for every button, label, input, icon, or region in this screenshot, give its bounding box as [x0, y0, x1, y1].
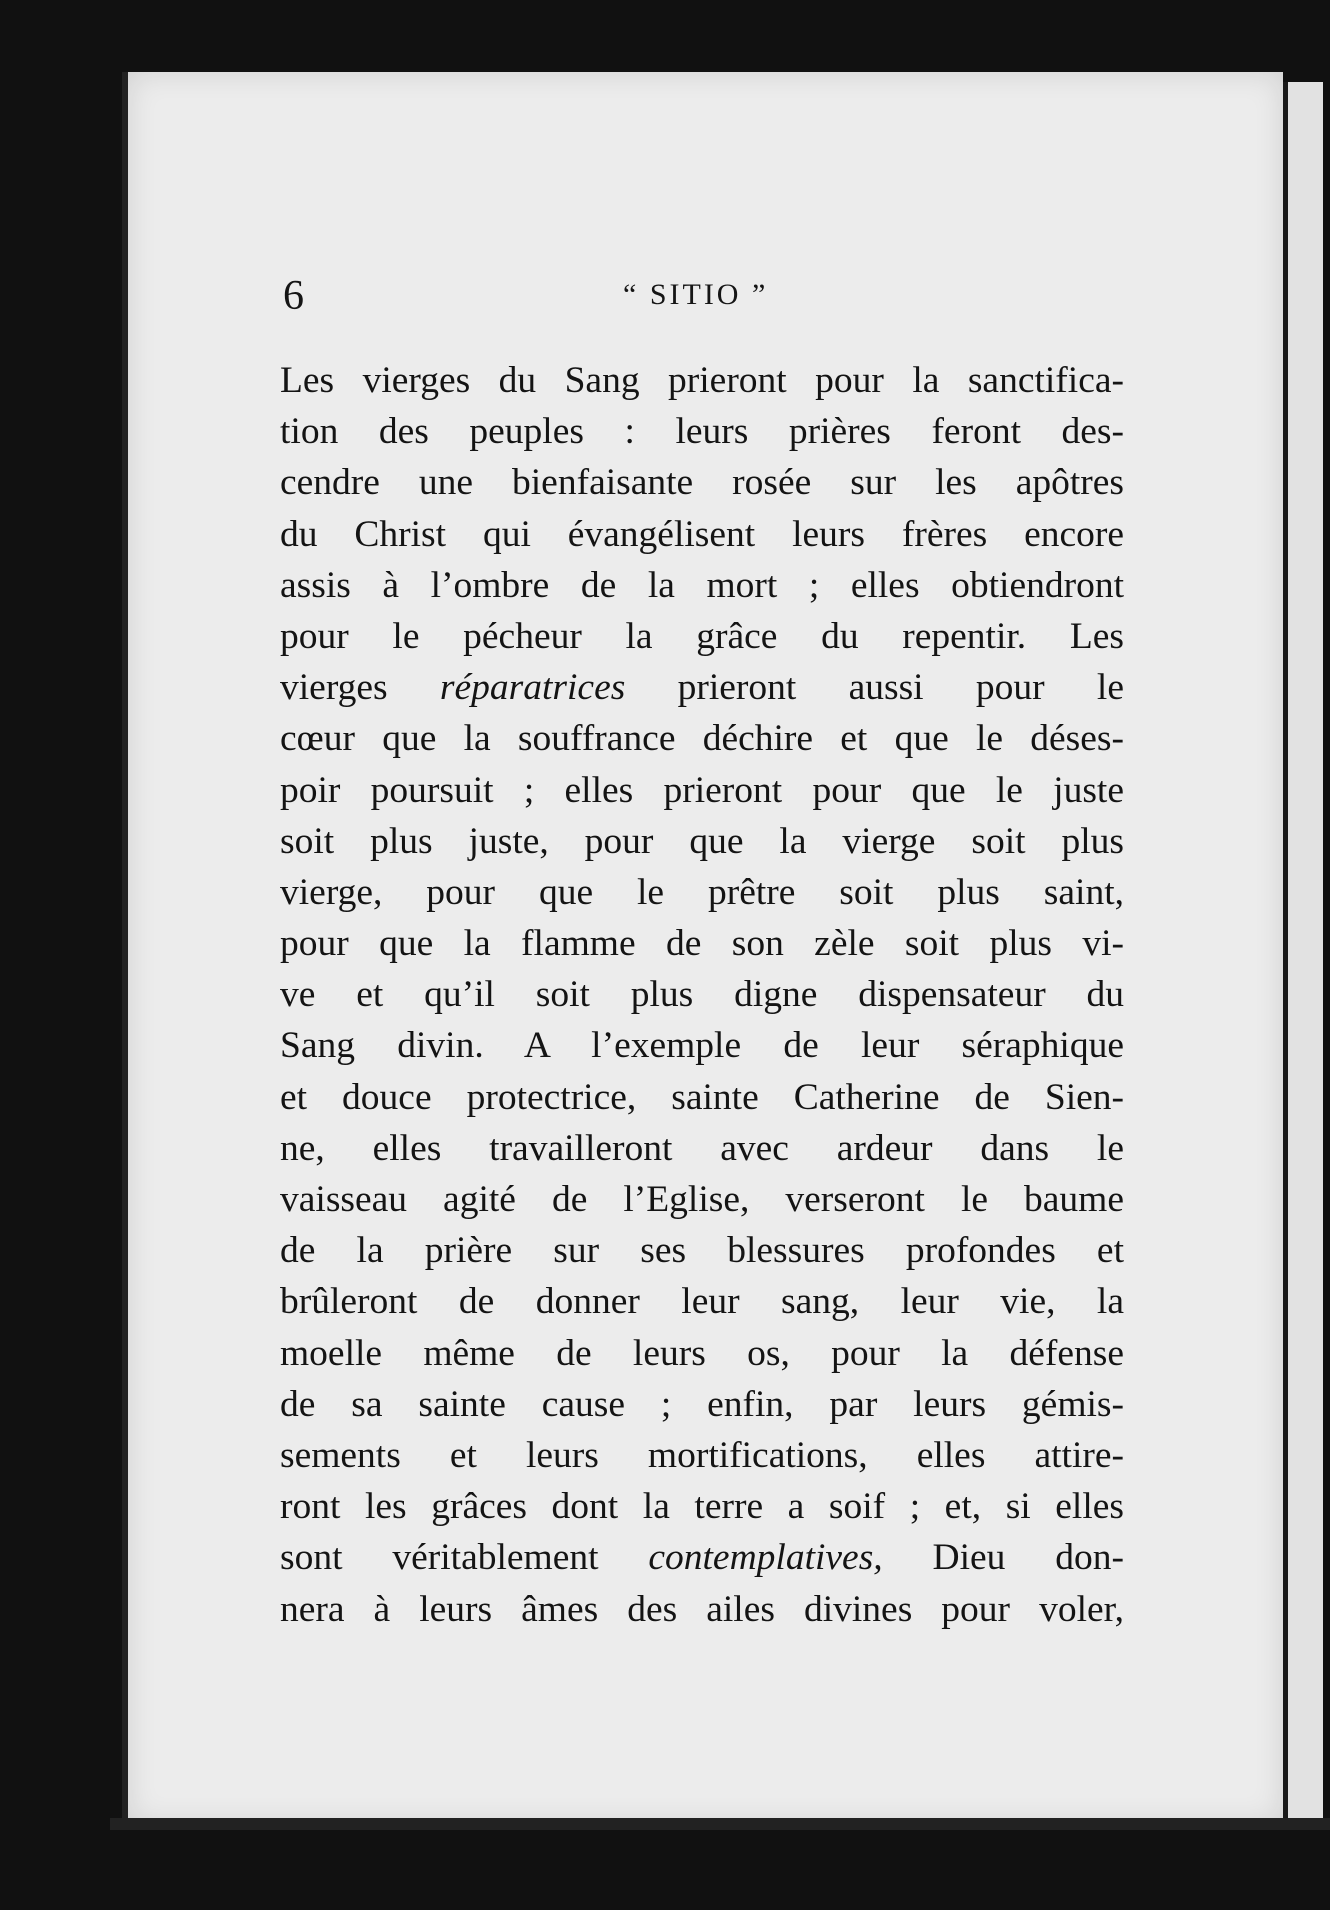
- text-segment: ront les grâces dont la terre a soif ; et, si elles: [280, 1486, 1124, 1528]
- text-line: [280, 457, 1124, 508]
- text-line: [280, 713, 1124, 764]
- text-segment: Dieu don-: [882, 1537, 1124, 1579]
- text-segment: poir poursuit ; elles prieront pour que le juste: [280, 769, 1124, 811]
- text-line: [280, 867, 1124, 918]
- next-page-edge: [1283, 82, 1323, 1824]
- text-segment: et douce protectrice, sainte Catherine de Sien-: [280, 1076, 1124, 1118]
- text-line: [280, 1276, 1124, 1327]
- text-segment: cendre une bienfaisante rosée sur les apôtres: [280, 462, 1124, 504]
- text-line: [280, 969, 1124, 1020]
- text-segment: pour que la flamme de son zèle soit plus vi-: [280, 923, 1124, 965]
- text-line: [280, 355, 1124, 406]
- page-header: [283, 272, 1123, 332]
- page-number: 6: [283, 273, 304, 319]
- text-segment: nera à leurs âmes des ailes divines pour voler,: [280, 1588, 1124, 1630]
- text-line: [280, 1020, 1124, 1071]
- text-segment: vaisseau agité de l’Eglise, verseront le baume: [280, 1179, 1124, 1220]
- text-line: [280, 611, 1124, 662]
- text-segment: pour le pécheur la grâce du repentir. Les: [280, 615, 1124, 657]
- text-segment: du Christ qui évangélisent leurs frères encore: [280, 513, 1124, 555]
- text-line: [280, 1225, 1124, 1276]
- text-segment: vierge, pour que le prêtre soit plus saint,: [280, 871, 1124, 913]
- text-segment: brûleront de donner leur sang, leur vie, la: [280, 1281, 1124, 1323]
- text-segment: vierges: [280, 667, 440, 709]
- text-segment: moelle même de leurs os, pour la défense: [280, 1332, 1124, 1374]
- text-line: [280, 1532, 1124, 1583]
- text-segment: de sa sainte cause ; enfin, par leurs gémis-: [280, 1383, 1124, 1425]
- text-segment: soit plus juste, pour que la vierge soit plus: [280, 820, 1124, 862]
- text-line: [280, 560, 1124, 611]
- text-line: [280, 406, 1124, 457]
- text-line: [280, 1584, 1124, 1635]
- text-segment: tion des peuples : leurs prières feront des-: [280, 411, 1124, 453]
- page-bottom-shadow: [110, 1818, 1330, 1830]
- text-segment: Sang divin. A l’exemple de leur séraphique: [280, 1025, 1124, 1067]
- text-line: [280, 1328, 1124, 1379]
- text-line: [280, 1174, 1124, 1225]
- text-line: [280, 765, 1124, 816]
- text-line: [280, 918, 1124, 969]
- text-line: [280, 1481, 1124, 1532]
- text-line: [280, 816, 1124, 867]
- text-line: [280, 1072, 1124, 1123]
- text-segment: de la prière sur ses blessures profondes et: [280, 1230, 1124, 1272]
- italic-text: contemplatives,: [648, 1537, 883, 1579]
- italic-text: réparatrices: [439, 667, 626, 709]
- text-segment: prieront aussi pour le: [625, 667, 1124, 709]
- text-segment: sont véritablement: [280, 1537, 649, 1579]
- body-text: [280, 355, 1124, 1635]
- text-line: [280, 509, 1124, 560]
- text-segment: assis à l’ombre de la mort ; elles obtiendront: [280, 564, 1124, 606]
- text-segment: ne, elles travailleront avec ardeur dans le: [280, 1127, 1124, 1169]
- text-segment: Les vierges du Sang prieront pour la sanctifica-: [280, 360, 1124, 401]
- text-line: [280, 1123, 1124, 1174]
- text-segment: ve et qu’il soit plus digne dispensateur du: [280, 974, 1124, 1016]
- text-line: [280, 1379, 1124, 1430]
- text-segment: sements et leurs mortifications, elles attire-: [280, 1434, 1124, 1476]
- text-segment: cœur que la souffrance déchire et que le déses-: [280, 718, 1124, 760]
- running-title: “ SITIO ”: [623, 278, 769, 311]
- text-line: [280, 662, 1124, 713]
- text-line: [280, 1430, 1124, 1481]
